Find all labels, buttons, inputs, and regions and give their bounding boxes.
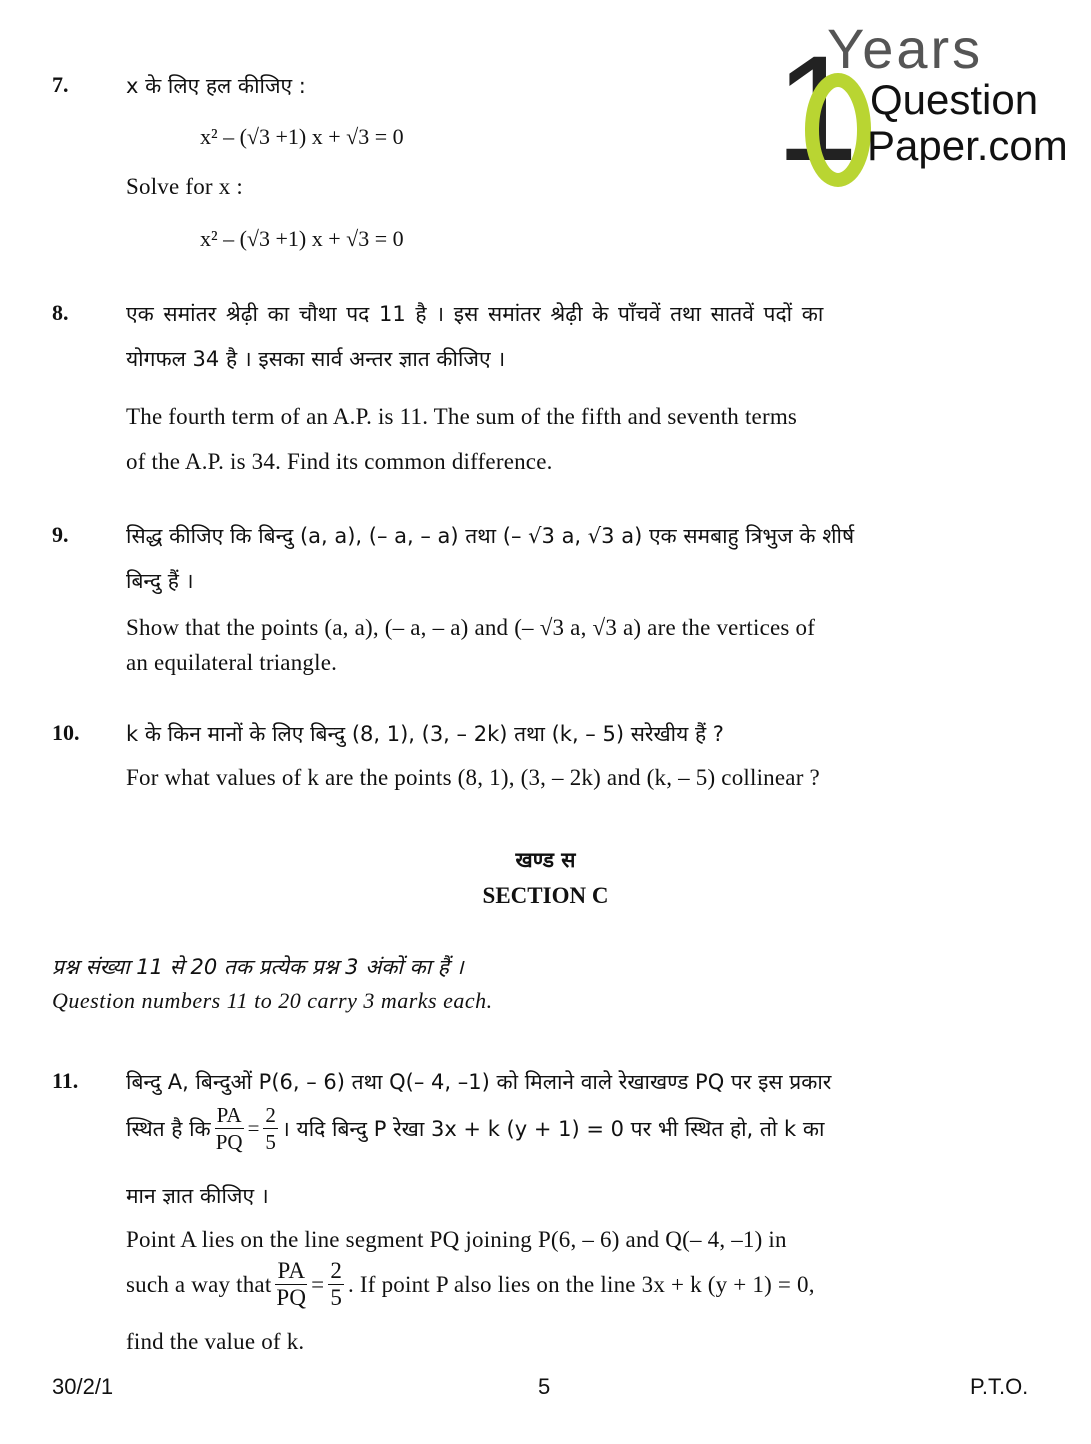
- q7-equation-english: x² – (√3 +1) x + √3 = 0: [200, 226, 404, 251]
- logo-word-paper: Paper.com: [867, 122, 1068, 169]
- q11-english-line2-start: such a way that: [126, 1271, 272, 1297]
- q9-english-line1: Show that the points (a, a), (– a, – a) and (– √3 a, √3 a) are the vertices of: [126, 615, 816, 640]
- logo-digit-one: 1: [775, 24, 859, 190]
- q8-english-line1: The fourth term of an A.P. is 11. The sum of the fifth and seventh terms: [126, 404, 798, 429]
- q11-english-line2: [126, 1258, 815, 1311]
- q11-hindi-line3: मान ज्ञात कीजिए ।: [126, 1184, 269, 1208]
- question-number: 10.: [52, 720, 80, 745]
- fraction-denominator: 5: [330, 1285, 343, 1310]
- site-logo: [775, 10, 1085, 190]
- question-number: 9.: [52, 522, 69, 547]
- q11-english-line1: Point A lies on the line segment PQ joining P(6, – 6) and Q(– 4, –1) in: [126, 1227, 787, 1252]
- q8-hindi-line2: योगफल 34 है । इसका सार्व अन्तर ज्ञात कीजिए ।: [126, 347, 506, 371]
- q10-hindi-text: k के किन मानों के लिए बिन्दु (8, 1), (3, – 2k) तथा (k, – 5) सरेखीय हैं ?: [126, 722, 724, 746]
- equals-sign: =: [311, 1271, 325, 1297]
- q11-hindi-line2: [126, 1102, 824, 1155]
- fraction-pa-pq: [215, 1102, 244, 1155]
- paper-code: 30/2/1: [52, 1374, 114, 1399]
- q7-english-text: Solve for x :: [126, 174, 243, 199]
- q9-hindi-line2: बिन्दु हैं ।: [126, 569, 194, 593]
- instructions-hindi: प्रश्न संख्या 11 से 20 तक प्रत्येक प्रश्न 3 अंकों का हैं ।: [52, 955, 464, 979]
- fraction-numerator: 2: [265, 1103, 276, 1127]
- q8-english-line2: of the A.P. is 34. Find its common difference.: [126, 449, 553, 474]
- q11-hindi-line1: बिन्दु A, बिन्दुओं P(6, – 6) तथा Q(– 4, –1) को मिलाने वाले रेखाखण्ड PQ पर इस प्रकार: [126, 1070, 832, 1094]
- instructions-english: Question numbers 11 to 20 carry 3 marks each.: [52, 988, 493, 1013]
- q11-hindi-line2-start: स्थित है कि: [126, 1116, 211, 1141]
- q9-english-line2: an equilateral triangle.: [126, 650, 338, 675]
- fraction-pa-pq: [275, 1258, 307, 1311]
- q11-english-line3: find the value of k.: [126, 1329, 305, 1354]
- q7-hindi-text: x के लिए हल कीजिए :: [126, 74, 306, 98]
- q11-hindi-line2-end: । यदि बिन्दु P रेखा 3x + k (y + 1) = 0 पर भी स्थित हो, तो k का: [281, 1116, 825, 1141]
- section-heading-hindi: खण्ड स: [515, 848, 576, 872]
- question-number: 11.: [52, 1068, 79, 1093]
- fraction-two-fifths: [263, 1102, 278, 1155]
- question-number: 8.: [52, 300, 69, 325]
- fraction-numerator: PA: [216, 1103, 242, 1127]
- q7-equation-hindi: x² – (√3 +1) x + √3 = 0: [200, 124, 404, 149]
- page-number: 5: [538, 1374, 551, 1399]
- equals-sign: =: [247, 1116, 260, 1140]
- fraction-denominator: PQ: [276, 1285, 307, 1310]
- fraction-numerator: PA: [277, 1258, 306, 1283]
- fraction-numerator: 2: [330, 1258, 343, 1283]
- logo-word-years: Years: [827, 17, 984, 80]
- fraction-two-fifths: [328, 1258, 344, 1311]
- question-number: 7.: [52, 72, 69, 97]
- logo-word-question: Question: [870, 76, 1039, 123]
- q8-hindi-line1: एक समांतर श्रेढ़ी का चौथा पद 11 है । इस समांतर श्रेढ़ी के पाँचवें तथा सातवें पदों का: [126, 302, 824, 326]
- fraction-denominator: PQ: [215, 1130, 243, 1154]
- logo-graphic: [775, 10, 1085, 190]
- fraction-denominator: 5: [265, 1130, 276, 1154]
- section-heading-english: SECTION C: [482, 883, 609, 908]
- q9-hindi-line1: सिद्ध कीजिए कि बिन्दु (a, a), (– a, – a) तथा (– √3 a, √3 a) एक समबाहु त्रिभुज के शीर्ष: [126, 524, 855, 548]
- pto-label: P.T.O.: [970, 1374, 1029, 1399]
- q10-english-text: For what values of k are the points (8, 1), (3, – 2k) and (k, – 5) collinear ?: [126, 765, 820, 790]
- q11-english-line2-end: . If point P also lies on the line 3x + k (y + 1) = 0,: [348, 1271, 815, 1297]
